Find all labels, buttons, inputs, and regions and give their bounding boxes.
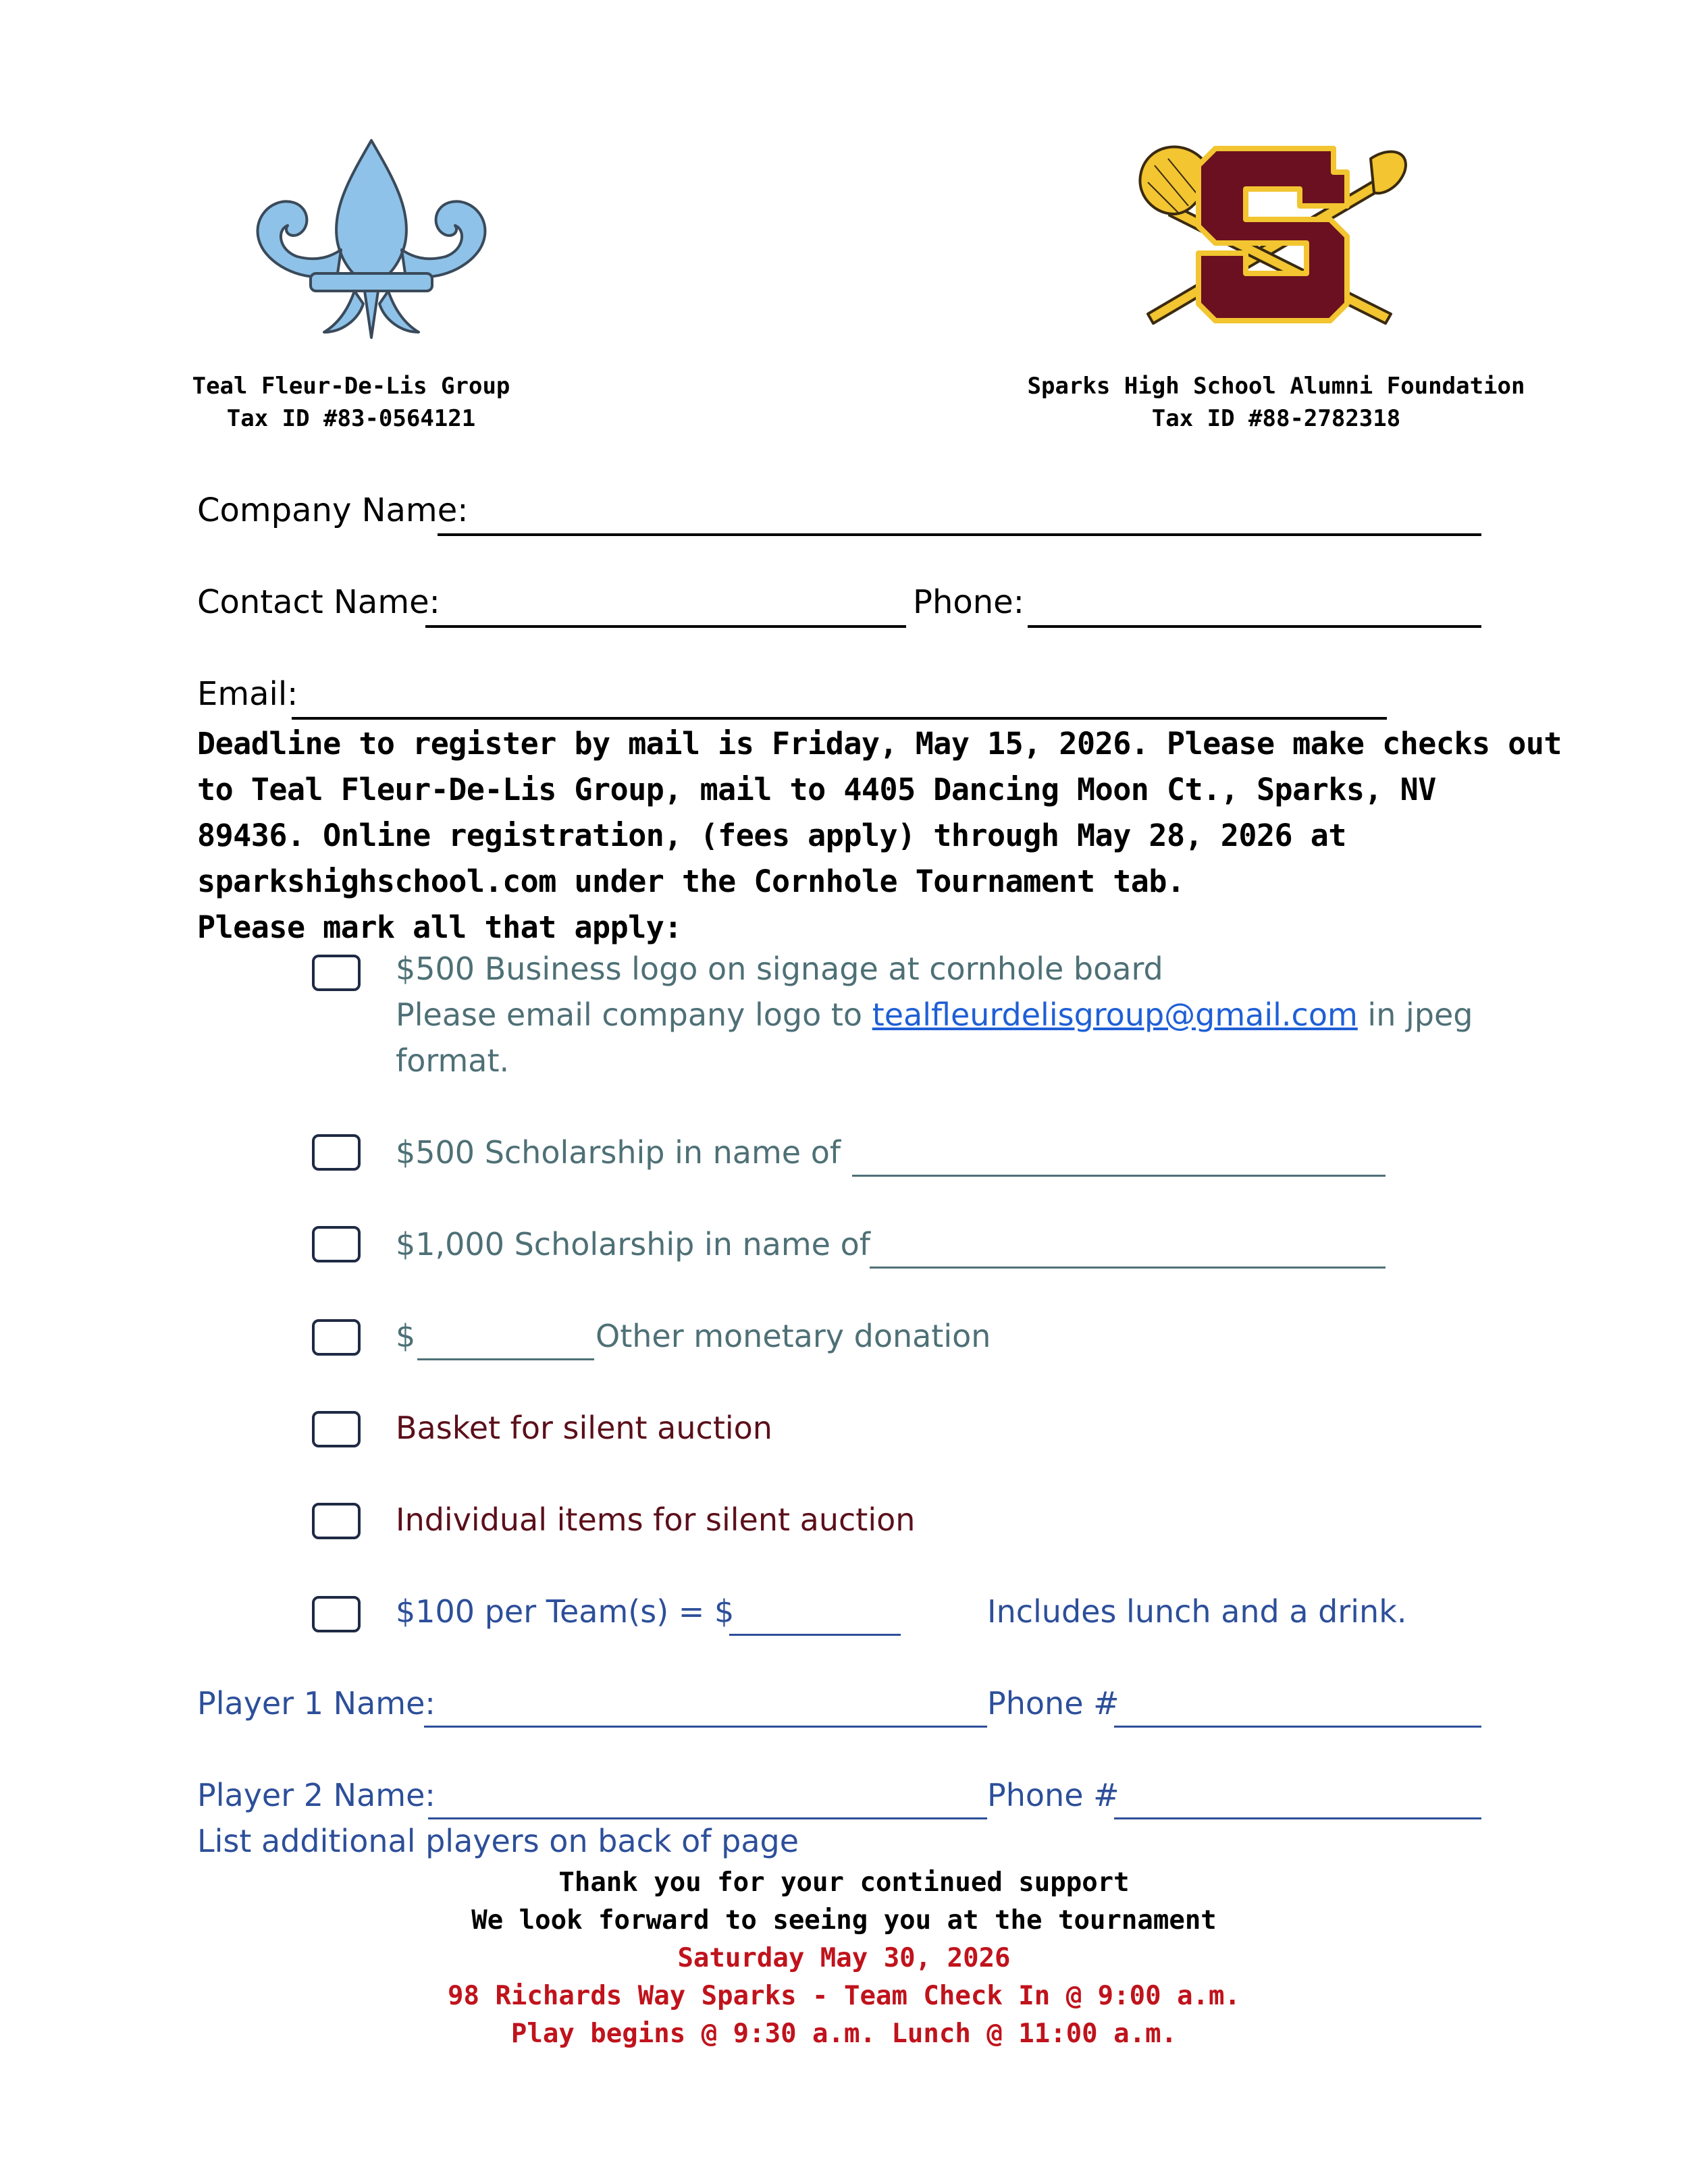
player-1-label: Player 1 Name: bbox=[197, 1685, 436, 1722]
footer-date: Saturday May 30, 2026 bbox=[677, 1943, 1011, 1973]
fleur-de-lis-icon bbox=[230, 135, 513, 351]
player-1-phone-label: Phone # bbox=[987, 1685, 1119, 1722]
footer-look-forward: We look forward to seeing you at the tournament bbox=[471, 1905, 1217, 1936]
footer-thanks: Thank you for your continued support bbox=[558, 1867, 1130, 1898]
other-donation-label: Other monetary donation bbox=[596, 1318, 991, 1354]
contact-name-label: Contact Name: bbox=[197, 583, 440, 621]
player-2-phone-field[interactable] bbox=[1114, 1817, 1481, 1819]
individual-items-checkbox[interactable] bbox=[312, 1503, 361, 1539]
left-org-name: Teal Fleur-De-Lis Group bbox=[192, 373, 510, 400]
logo-email-note bbox=[396, 996, 1473, 1033]
player-2-phone-label: Phone # bbox=[987, 1777, 1119, 1813]
email-field[interactable] bbox=[292, 717, 1387, 720]
scholarship-500-checkbox[interactable] bbox=[312, 1134, 361, 1171]
instruction-line-4: sparkshighschool.com under the Cornhole Tournament tab. bbox=[197, 863, 1185, 899]
email-label: Email: bbox=[197, 675, 298, 713]
left-org-tax-id: Tax ID #83-0564121 bbox=[226, 405, 476, 432]
company-name-field[interactable] bbox=[438, 533, 1481, 536]
logo-email-link[interactable]: tealfleurdelisgroup@gmail.com bbox=[872, 996, 1358, 1033]
right-org-block bbox=[1013, 370, 1539, 435]
other-donation-prefix: $ bbox=[396, 1318, 416, 1354]
phone-field[interactable] bbox=[1028, 625, 1481, 628]
right-org-name: Sparks High School Alumni Foundation bbox=[1027, 373, 1525, 400]
scholarship-500-name-field[interactable] bbox=[852, 1175, 1386, 1177]
company-name-label: Company Name: bbox=[197, 491, 469, 529]
player-1-phone-field[interactable] bbox=[1114, 1726, 1481, 1728]
logo-signage-label: $500 Business logo on signage at cornhole board bbox=[396, 951, 1163, 987]
logo-signage-checkbox[interactable] bbox=[312, 955, 361, 991]
team-checkbox[interactable] bbox=[312, 1596, 361, 1632]
logo-note-end: format. bbox=[396, 1042, 510, 1079]
team-amount-field[interactable] bbox=[729, 1634, 901, 1636]
other-donation-checkbox[interactable] bbox=[312, 1319, 361, 1356]
player-1-name-field[interactable] bbox=[424, 1726, 987, 1728]
instruction-line-1: Deadline to register by mail is Friday, May 15, 2026. Please make checks out bbox=[197, 726, 1562, 762]
scholarship-500-label: $500 Scholarship in name of bbox=[396, 1134, 841, 1171]
footer-times: Play begins @ 9:30 a.m. Lunch @ 11:00 a.m. bbox=[510, 2019, 1178, 2049]
scholarship-1000-checkbox[interactable] bbox=[312, 1226, 361, 1262]
player-2-label: Player 2 Name: bbox=[197, 1777, 436, 1813]
instruction-line-2: to Teal Fleur-De-Lis Group, mail to 4405 Dancing Moon Ct., Sparks, NV bbox=[197, 772, 1436, 807]
logo-note-prefix: Please email company logo to bbox=[396, 996, 863, 1033]
logo-note-suffix: in jpeg bbox=[1367, 996, 1473, 1033]
player-2-name-field[interactable] bbox=[428, 1817, 987, 1819]
phone-label: Phone: bbox=[913, 583, 1024, 621]
additional-players-note: List additional players on back of page bbox=[197, 1823, 799, 1859]
basket-checkbox[interactable] bbox=[312, 1411, 361, 1447]
other-donation-amount-field[interactable] bbox=[417, 1358, 594, 1360]
contact-name-field[interactable] bbox=[425, 625, 906, 628]
instruction-line-5: Please mark all that apply: bbox=[197, 909, 682, 945]
footer-location: 98 Richards Way Sparks - Team Check In @ 9:00 a.m. bbox=[448, 1981, 1240, 2011]
individual-items-label: Individual items for silent auction bbox=[396, 1501, 916, 1538]
scholarship-1000-label: $1,000 Scholarship in name of bbox=[396, 1226, 870, 1262]
right-org-tax-id: Tax ID #88-2782318 bbox=[1151, 405, 1401, 432]
team-note: Includes lunch and a drink. bbox=[987, 1593, 1407, 1630]
sparks-s-pick-icon bbox=[1121, 132, 1418, 341]
left-org-block bbox=[182, 370, 520, 435]
team-label: $100 per Team(s) = $ bbox=[396, 1593, 735, 1630]
instruction-line-3: 89436. Online registration, (fees apply) through May 28, 2026 at bbox=[197, 818, 1346, 853]
scholarship-1000-name-field[interactable] bbox=[870, 1267, 1386, 1269]
basket-label: Basket for silent auction bbox=[396, 1410, 772, 1446]
